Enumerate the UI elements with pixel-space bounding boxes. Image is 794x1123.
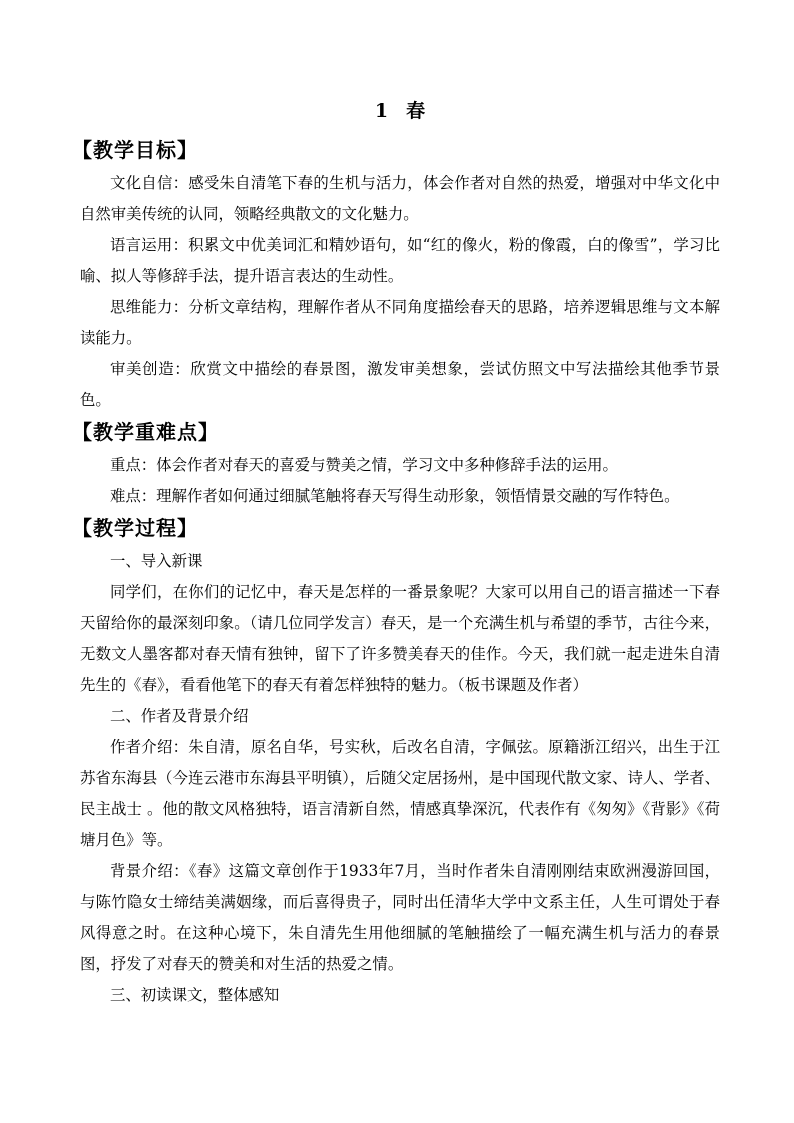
goal-aesthetic-creation: 审美创造：欣赏文中描绘的春景图，激发审美想象，尝试仿照文中写法描绘其他季节景色。 bbox=[80, 360, 720, 409]
goal-cultural-confidence: 文化自信：感受朱自清笔下春的生机与活力，体会作者对自然的热爱，增强对中华文化中自然审美传统的认同，领略经典散文的文化魅力。 bbox=[80, 174, 720, 223]
step-2-background-intro: 背景介绍：《春》这篇文章创作于1933年7月，当时作者朱自清刚刚结束欧洲漫游回国，与陈竹隐女士缔结美满姻缘，而后喜得贵子，同时出任清华大学中文系主任，人生可谓处于春风得意之时。在这种心境下，朱自清先生用他细腻的笔触描绘了一幅充满生机与活力的春景图，抒发了对春天的赞美和对生活的热爱之情。 bbox=[80, 862, 720, 973]
document-page bbox=[72, 96, 720, 1011]
step-2-author-intro: 作者介绍：朱自清，原名自华，号实秋，后改名自清，字佩弦。原籍浙江绍兴，出生于江苏省东海县（今连云港市东海县平明镇），后随父定居扬州，是中国现代散文家、诗人、学者、民主战士 。他的散文风格独特，语言清新自然，情感真挚深沉，代表作有《匆匆》《背影》《荷塘月色》等。 bbox=[80, 738, 720, 849]
key-point: 重点：体会作者对春天的喜爱与赞美之情，学习文中多种修辞手法的运用。 bbox=[110, 456, 618, 474]
difficult-point: 难点：理解作者如何通过细腻笔触将春天写得生动形象，领悟情景交融的写作特色。 bbox=[110, 487, 680, 505]
step-1-introduction: 同学们，在你们的记忆中，春天是怎样的一番景象呢？大家可以用自己的语言描述一下春天留给你的最深刻印象。（请几位同学发言）春天，是一个充满生机与希望的季节，古往今来，无数文人墨客都对春天情有独钟，留下了许多赞美春天的佳作。今天，我们就一起走进朱自清先生的《春》，看看他笔下的春天有着怎样独特的魅力。（板书课题及作者） bbox=[80, 583, 720, 694]
step-1-title: 一、导入新课 bbox=[110, 552, 203, 570]
lesson-title-text: 春 bbox=[406, 100, 426, 122]
step-2-title: 二、作者及背景介绍 bbox=[110, 707, 249, 725]
goal-language-use: 语言运用：积累文中优美词汇和精妙语句，如“红的像火，粉的像霞，白的像雪”，学习比喻、拟人等修辞手法，提升语言表达的生动性。 bbox=[80, 236, 720, 285]
heading-key-difficult-points: 【教学重难点】 bbox=[72, 420, 219, 444]
heading-teaching-process: 【教学过程】 bbox=[72, 516, 198, 540]
goal-thinking-ability: 思维能力：分析文章结构，理解作者从不同角度描绘春天的思路，培养逻辑思维与文本解读能力。 bbox=[80, 298, 720, 347]
heading-teaching-goals: 【教学目标】 bbox=[72, 138, 198, 162]
step-3-title: 三、初读课文，整体感知 bbox=[110, 986, 280, 1004]
lesson-number: 1 bbox=[374, 100, 389, 122]
lesson-title bbox=[80, 96, 720, 126]
